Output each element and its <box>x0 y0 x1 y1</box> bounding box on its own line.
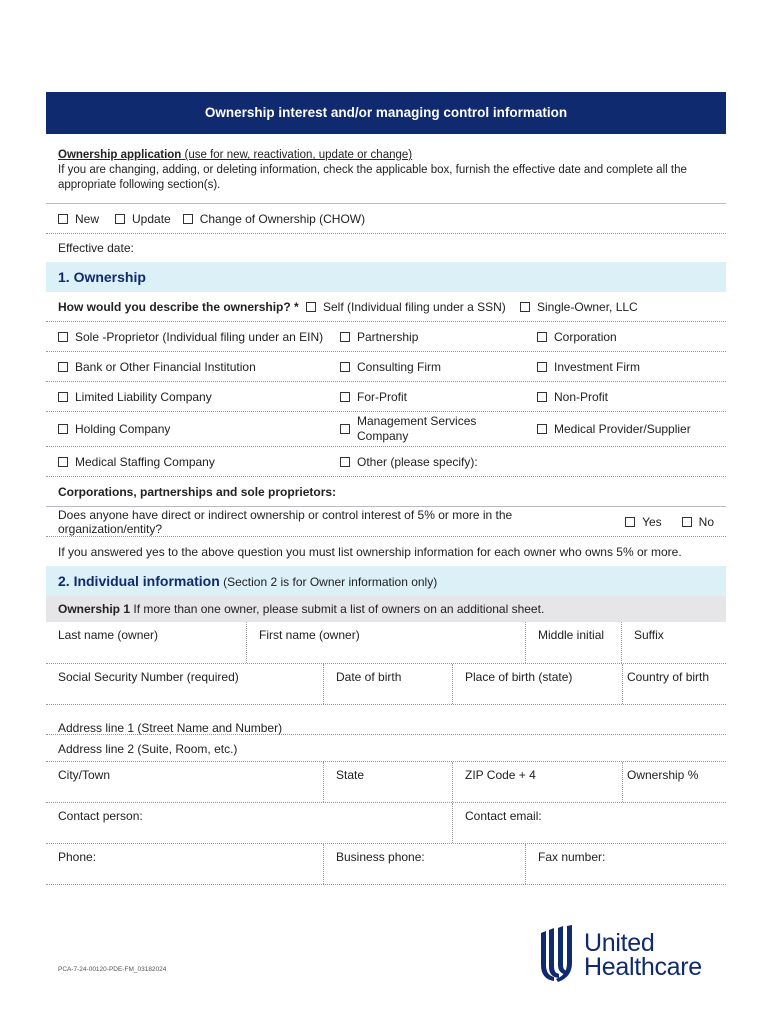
instruction-text: If you answered yes to the above question you must list ownership information for each owner who owns 5% or more. <box>58 544 682 559</box>
option-consulting-firm[interactable]: Consulting Firm <box>340 352 441 381</box>
checkbox[interactable] <box>340 457 350 467</box>
ssn-field[interactable]: Social Security Number (required) <box>58 670 239 684</box>
unitedhealthcare-u-icon <box>538 925 576 985</box>
option-row <box>46 352 726 381</box>
yes-option[interactable]: Yes <box>625 515 662 529</box>
option-medical-staffing[interactable]: Medical Staffing Company <box>58 447 215 476</box>
contact-fields-row <box>46 803 726 843</box>
option-sole-proprietor[interactable]: Sole -Proprietor (Individual filing under an EIN) <box>58 322 323 351</box>
option-llc[interactable]: Limited Liability Company <box>58 382 212 411</box>
instruction-row <box>46 537 726 566</box>
contact-email-field[interactable]: Contact email: <box>452 803 726 843</box>
option-row <box>46 447 726 476</box>
checkbox[interactable] <box>58 392 68 402</box>
effective-date-field[interactable] <box>46 234 726 262</box>
unitedhealthcare-logo <box>538 925 702 985</box>
zip-field[interactable]: ZIP Code + 4 <box>452 762 622 802</box>
country-field[interactable]: Country of birth <box>622 664 726 704</box>
checkbox[interactable] <box>58 332 68 342</box>
no-checkbox[interactable] <box>682 517 692 527</box>
address1-field[interactable]: Address line 1 (Street Name and Number) <box>58 721 283 735</box>
name-fields-row <box>46 622 726 663</box>
option-row <box>46 382 726 411</box>
address2-field[interactable]: Address line 2 (Suite, Room, etc.) <box>58 742 238 756</box>
form-title: Ownership interest and/or managing control information <box>46 92 726 134</box>
section2-heading: 2. Individual information (Section 2 is for Owner information only) <box>46 566 726 596</box>
intro-label-note: (use for new, reactivation, update or change) <box>181 149 413 161</box>
control-interest-row <box>46 507 726 536</box>
yes-checkbox[interactable] <box>625 517 635 527</box>
option-other[interactable]: Other (please specify): <box>340 447 478 476</box>
control-question: Does anyone have direct or indirect ownership or control interest of 5% or more in the organization/entity? <box>58 507 513 536</box>
checkbox[interactable] <box>58 362 68 372</box>
option-row <box>46 322 726 351</box>
middle-initial-field[interactable]: Middle initial <box>525 622 621 663</box>
ownership-1-bar: Ownership 1 If more than one owner, please submit a list of owners on an additional sheet. <box>46 596 726 622</box>
ownership-question-row <box>46 292 726 321</box>
checkbox[interactable] <box>58 424 68 434</box>
option-investment-firm[interactable]: Investment Firm <box>537 352 640 381</box>
phone-field[interactable]: Phone: <box>58 850 97 864</box>
checkbox[interactable] <box>306 302 316 312</box>
intro-block <box>46 134 726 203</box>
chow-option[interactable]: Change of Ownership (CHOW) <box>183 212 365 226</box>
state-field[interactable]: State <box>323 762 452 802</box>
city-fields-row <box>46 762 726 802</box>
last-name-field[interactable]: Last name (owner) <box>58 628 159 642</box>
checkbox[interactable] <box>520 302 530 312</box>
effective-date-label: Effective date: <box>58 241 134 255</box>
checkbox[interactable] <box>537 362 547 372</box>
intro-label: Ownership application <box>58 149 182 161</box>
option-holding-company[interactable]: Holding Company <box>58 412 170 446</box>
checkbox[interactable] <box>340 332 350 342</box>
checkbox[interactable] <box>340 424 350 434</box>
new-option[interactable]: New <box>58 212 99 226</box>
option-corporation[interactable]: Corporation <box>537 322 617 351</box>
corporations-subheading: Corporations, partnerships and sole proprietors: <box>58 484 337 499</box>
dob-field[interactable]: Date of birth <box>323 664 452 704</box>
checkbox[interactable] <box>537 424 547 434</box>
city-field[interactable]: City/Town <box>58 768 111 782</box>
option-bank[interactable]: Bank or Other Financial Institution <box>58 352 256 381</box>
no-option[interactable]: No <box>682 515 714 529</box>
option-self[interactable]: Self (Individual filing under a SSN) <box>306 292 506 321</box>
checkbox[interactable] <box>537 332 547 342</box>
option-medical-provider[interactable]: Medical Provider/Supplier <box>537 412 691 446</box>
checkbox[interactable] <box>58 457 68 467</box>
ownership-pct-field[interactable]: Ownership % <box>622 762 726 802</box>
suffix-field[interactable]: Suffix <box>621 622 726 663</box>
form-code: PCA-7-24-00120-PDE-FM_03182024 <box>58 966 167 973</box>
intro-text: If you are changing, adding, or deleting information, check the applicable box, furnish the effective date and complete all the appropriate following section(s). <box>58 164 687 191</box>
application-type-row <box>46 204 726 233</box>
option-row <box>46 412 726 446</box>
option-for-profit[interactable]: For-Profit <box>340 382 407 411</box>
option-single-owner-llc[interactable]: Single-Owner, LLC <box>520 292 638 321</box>
section1-heading: 1. Ownership <box>46 262 726 292</box>
logo-wordmark: United Healthcare <box>584 929 702 981</box>
option-non-profit[interactable]: Non-Profit <box>537 382 608 411</box>
option-management-services[interactable]: Management Services Company <box>340 412 477 446</box>
update-checkbox[interactable] <box>115 214 125 224</box>
ownership-form <box>46 92 726 885</box>
update-option[interactable]: Update <box>115 212 171 226</box>
checkbox[interactable] <box>340 362 350 372</box>
checkbox[interactable] <box>537 392 547 402</box>
chow-checkbox[interactable] <box>183 214 193 224</box>
birth-fields-row <box>46 664 726 704</box>
fax-field[interactable]: Fax number: <box>525 844 726 884</box>
pob-field[interactable]: Place of birth (state) <box>452 664 622 704</box>
phone-fields-row <box>46 844 726 884</box>
business-phone-field[interactable]: Business phone: <box>323 844 525 884</box>
contact-person-field[interactable]: Contact person: <box>58 809 143 823</box>
new-checkbox[interactable] <box>58 214 68 224</box>
checkbox[interactable] <box>340 392 350 402</box>
option-partnership[interactable]: Partnership <box>340 322 418 351</box>
ownership-question: How would you describe the ownership? * <box>58 299 299 314</box>
first-name-field[interactable]: First name (owner) <box>246 622 525 663</box>
